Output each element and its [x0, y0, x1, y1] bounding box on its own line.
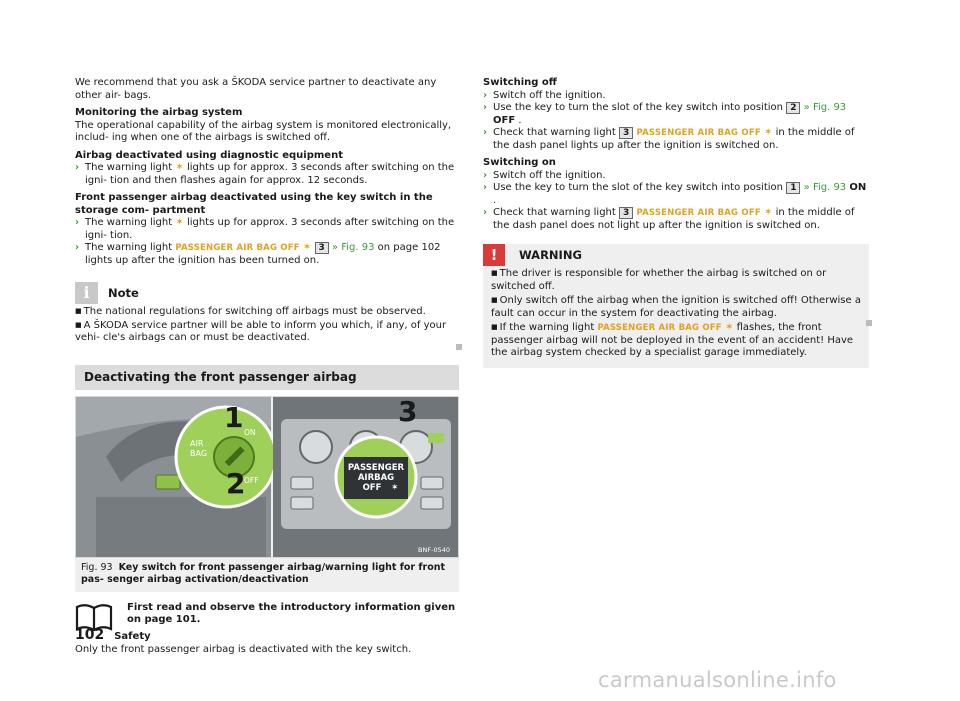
airbag-warning-icon: ✶	[175, 162, 184, 173]
bullet-square-icon: ■	[75, 320, 82, 329]
read-first-text: First read and observe the introductory information given on page 101.	[127, 601, 456, 625]
passenger-airbag-off-light: PASSENGER AIR BAG OFF	[175, 243, 300, 253]
storage-step-1: › The warning light ✶ lights up for approx. 3 seconds after switching on the igni- tion.	[75, 217, 455, 241]
key-3: 3	[619, 207, 633, 219]
only-passenger-text: Only the front passenger airbag is deactivated with the key switch.	[75, 643, 412, 655]
arrow-icon: ›	[483, 207, 488, 218]
arrow-icon: ›	[483, 169, 488, 181]
airbag-off-icon: ✶	[764, 127, 773, 138]
callout-1: 1	[224, 400, 244, 434]
switch-label-bag: BAG	[190, 448, 208, 458]
key-1: 1	[786, 182, 800, 194]
left-column	[75, 77, 459, 656]
airbag-warning-icon: ✶	[175, 217, 184, 228]
storage-step-2: › The warning light PASSENGER AIR BAG OFF ✶ 3 » Fig. 93 on page 102 lights up after the ignition has been turned on.	[75, 242, 441, 266]
lamp-line-2: AIRBAG	[357, 472, 395, 483]
diag-heading: Airbag deactivated using diagnostic equipment	[75, 149, 343, 161]
arrow-icon: ›	[75, 242, 80, 253]
warning-title: WARNING	[519, 247, 582, 262]
warning-header	[483, 244, 861, 266]
intro-paragraph: We recommend that you ask a ŠKODA service partner to deactivate any other air- bags.	[75, 77, 437, 101]
switch-off-label: OFF	[244, 475, 259, 485]
end-mark	[456, 344, 462, 350]
bullet-square-icon: ■	[491, 269, 498, 277]
note-item-2: ■ A ŠKODA service partner will be able to inform you which, if any, of your vehi- cle's airbags can or must be deactivated.	[75, 319, 447, 343]
warning-body	[491, 267, 861, 360]
fig-reference-link[interactable]: » Fig. 93	[803, 102, 847, 113]
diag-step: › The warning light ✶ lights up for approx. 3 seconds after switching on the igni- tion and then flashes again for approx. 12 seconds.	[75, 162, 455, 186]
on-step-2: › Use the key to turn the slot of the key switch into position 1 » Fig. 93 ON .	[483, 182, 867, 206]
switch-label-air: AIR	[190, 438, 204, 448]
off-step-2: › Use the key to turn the slot of the key switch into position 2 » Fig. 93 OFF .	[483, 102, 847, 126]
monitoring-text: The operational capability of the airbag system is monitored electronically, includ- ing when one of the airbags is switched off.	[75, 119, 452, 143]
arrow-icon: ›	[75, 162, 80, 173]
warning-item-3: ■ If the warning light PASSENGER AIR BAG OFF ✶ flashes, the front passenger airbag will not be deployed in the event of an accident! Have the airbag system checked by a specialist garage immediately.	[491, 322, 854, 358]
figure-caption	[75, 558, 459, 592]
note-item-1: ■ The national regulations for switching off airbags must be observed.	[75, 306, 426, 317]
lamp-line-3: OFF	[362, 482, 382, 493]
warning-icon: !	[483, 244, 505, 266]
arrow-icon: ›	[483, 127, 488, 138]
fig-reference-link[interactable]: » Fig. 93	[803, 182, 847, 193]
airbag-off-icon: ✶	[725, 322, 734, 333]
warning-box	[483, 244, 869, 368]
callout-3: 3	[398, 396, 418, 428]
image-code: BNF-0540	[418, 545, 450, 554]
storage-heading: Front passenger airbag deactivated using the key switch in the storage com- partment	[75, 192, 433, 216]
read-first-block	[75, 602, 459, 632]
watermark: carmanualsonline.info	[598, 668, 837, 692]
key-2: 2	[786, 102, 800, 114]
fig-reference-link[interactable]: » Fig. 93	[331, 242, 375, 253]
lamp-line-1: PASSENGER	[347, 462, 405, 473]
airbag-off-icon: ✶	[391, 482, 399, 493]
arrow-icon: ›	[75, 217, 80, 228]
page-number: 102	[75, 627, 105, 643]
switching-off-heading: Switching off	[483, 77, 557, 88]
caption-label: Fig. 93	[81, 561, 113, 573]
key-3: 3	[315, 242, 329, 254]
bullet-square-icon: ■	[491, 296, 498, 304]
off-step-1: › Switch off the ignition.	[483, 89, 606, 101]
passenger-airbag-off-light: PASSENGER AIR BAG OFF	[636, 128, 761, 138]
note-title: Note	[108, 285, 139, 300]
figure-93	[75, 396, 459, 558]
dashboard-illustration	[76, 397, 458, 557]
airbag-off-icon: ✶	[764, 207, 773, 218]
caption-text: Key switch for front passenger airbag/warning light for front pas- senger airbag activation/deactivation	[81, 561, 446, 585]
on-step-1: › Switch off the ignition.	[483, 169, 606, 181]
end-mark	[866, 320, 872, 326]
airbag-off-icon: ✶	[302, 242, 312, 253]
bullet-square-icon: ■	[491, 323, 498, 331]
footer-section: Safety	[114, 631, 151, 642]
on-step-3: › Check that warning light 3 PASSENGER AIR BAG OFF ✶ in the middle of the dash panel does not light up after the ignition is switched on.	[483, 207, 855, 231]
right-column	[483, 77, 869, 368]
on-value: ON	[849, 182, 867, 193]
warning-item-2: ■ Only switch off the airbag when the ignition is switched off! Otherwise a fault can occur in the system for deactivating the airbag.	[491, 295, 861, 319]
arrow-icon: ›	[483, 102, 488, 113]
arrow-icon: ›	[483, 182, 488, 193]
warning-item-1: ■ The driver is responsible for whether the airbag is switched on or switched off.	[491, 268, 827, 292]
arrow-icon: ›	[483, 89, 488, 101]
note-header	[75, 281, 459, 305]
switch-on-label: ON	[244, 427, 256, 437]
passenger-airbag-off-light: PASSENGER AIR BAG OFF	[636, 208, 761, 218]
bullet-square-icon: ■	[75, 307, 82, 315]
page-footer	[75, 629, 151, 644]
info-icon: i	[75, 282, 98, 304]
switching-on-heading: Switching on	[483, 157, 556, 168]
off-value: OFF	[493, 114, 516, 126]
monitoring-heading: Monitoring the airbag system	[75, 107, 243, 118]
off-step-3: › Check that warning light 3 PASSENGER AIR BAG OFF ✶ in the middle of the dash panel lights up after the ignition is switched on.	[483, 127, 855, 151]
key-3: 3	[619, 127, 633, 139]
passenger-airbag-off-light: PASSENGER AIR BAG OFF	[597, 323, 722, 333]
callout-2: 2	[226, 466, 246, 500]
section-title: Deactivating the front passenger airbag	[75, 365, 459, 390]
